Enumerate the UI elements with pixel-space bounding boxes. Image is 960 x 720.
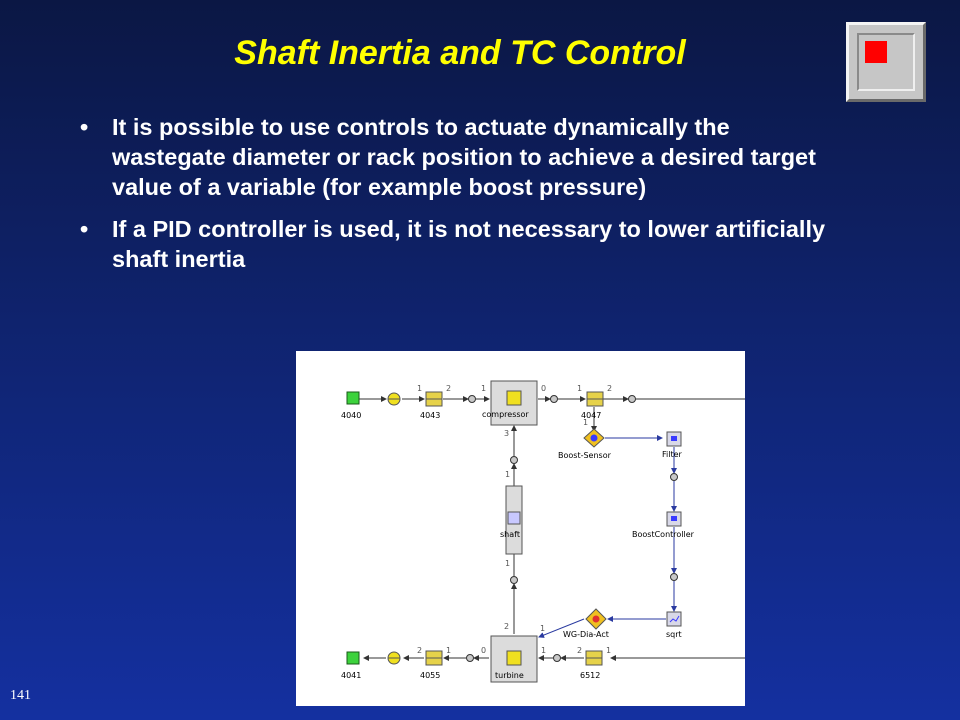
port-label: 1 [540, 624, 546, 633]
label-4047: 4047 [581, 411, 602, 420]
port-label: 3 [504, 429, 510, 438]
port-label: 1 [541, 646, 547, 655]
label-wg-act: WG-Dia-Act [563, 630, 609, 639]
label-4055: 4055 [420, 671, 441, 680]
port-label: 0 [541, 384, 547, 393]
port-label: 1 [417, 384, 423, 393]
connector-node [629, 396, 636, 403]
port-label: 1 [446, 646, 452, 655]
stop-button[interactable] [846, 22, 926, 102]
bullet-text: It is possible to use controls to actuate dynamically the wastegate diameter or rack position to achieve a desired target value of a variable (for example boost pressure) [112, 114, 816, 200]
connector-node [469, 396, 476, 403]
port-label: 1 [577, 384, 583, 393]
label-4041: 4041 [341, 671, 362, 680]
port-label: 2 [504, 622, 510, 631]
label-turbine: turbine [495, 671, 524, 680]
connector-node [551, 396, 558, 403]
connector-node [511, 577, 518, 584]
port-label: 2 [607, 384, 613, 393]
boundary-4041[interactable] [347, 652, 359, 664]
connector-node [554, 655, 561, 662]
port-label: 1 [583, 418, 589, 427]
bullet-text: If a PID controller is used, it is not necessary to lower artificially shaft inertia [112, 216, 826, 272]
slide-title: Shaft Inertia and TC Control [234, 34, 686, 72]
label-4040: 4040 [341, 411, 362, 420]
label-shaft: shaft [500, 530, 520, 539]
port-label: 2 [446, 384, 452, 393]
model-diagram [296, 351, 745, 706]
bullet-item [80, 214, 840, 274]
stop-icon [865, 41, 887, 63]
connector-node [467, 655, 474, 662]
bullet-marker: • [80, 114, 89, 140]
boundary-4040[interactable] [347, 392, 359, 404]
label-filter: Filter [662, 450, 682, 459]
connector-node [511, 457, 518, 464]
bullet-marker: • [80, 216, 89, 242]
port-label: 1 [606, 646, 612, 655]
bullet-item [80, 112, 840, 202]
port-label: 1 [505, 470, 511, 479]
label-sqrt: sqrt [666, 630, 682, 639]
sqrt-block[interactable] [667, 612, 681, 626]
bullet-list [80, 112, 840, 286]
port-label: 2 [417, 646, 423, 655]
connector-node [671, 574, 678, 581]
page-number: 141 [10, 688, 31, 703]
port-label: 1 [505, 559, 511, 568]
port-label: 2 [577, 646, 583, 655]
port-label: 1 [481, 384, 487, 393]
label-compressor: compressor [482, 410, 529, 419]
label-4043: 4043 [420, 411, 441, 420]
connector-node [671, 474, 678, 481]
label-6512: 6512 [580, 671, 601, 680]
label-boost-controller: BoostController [632, 530, 694, 539]
label-boost-sensor: Boost-Sensor [558, 451, 611, 460]
port-label: 0 [481, 646, 487, 655]
